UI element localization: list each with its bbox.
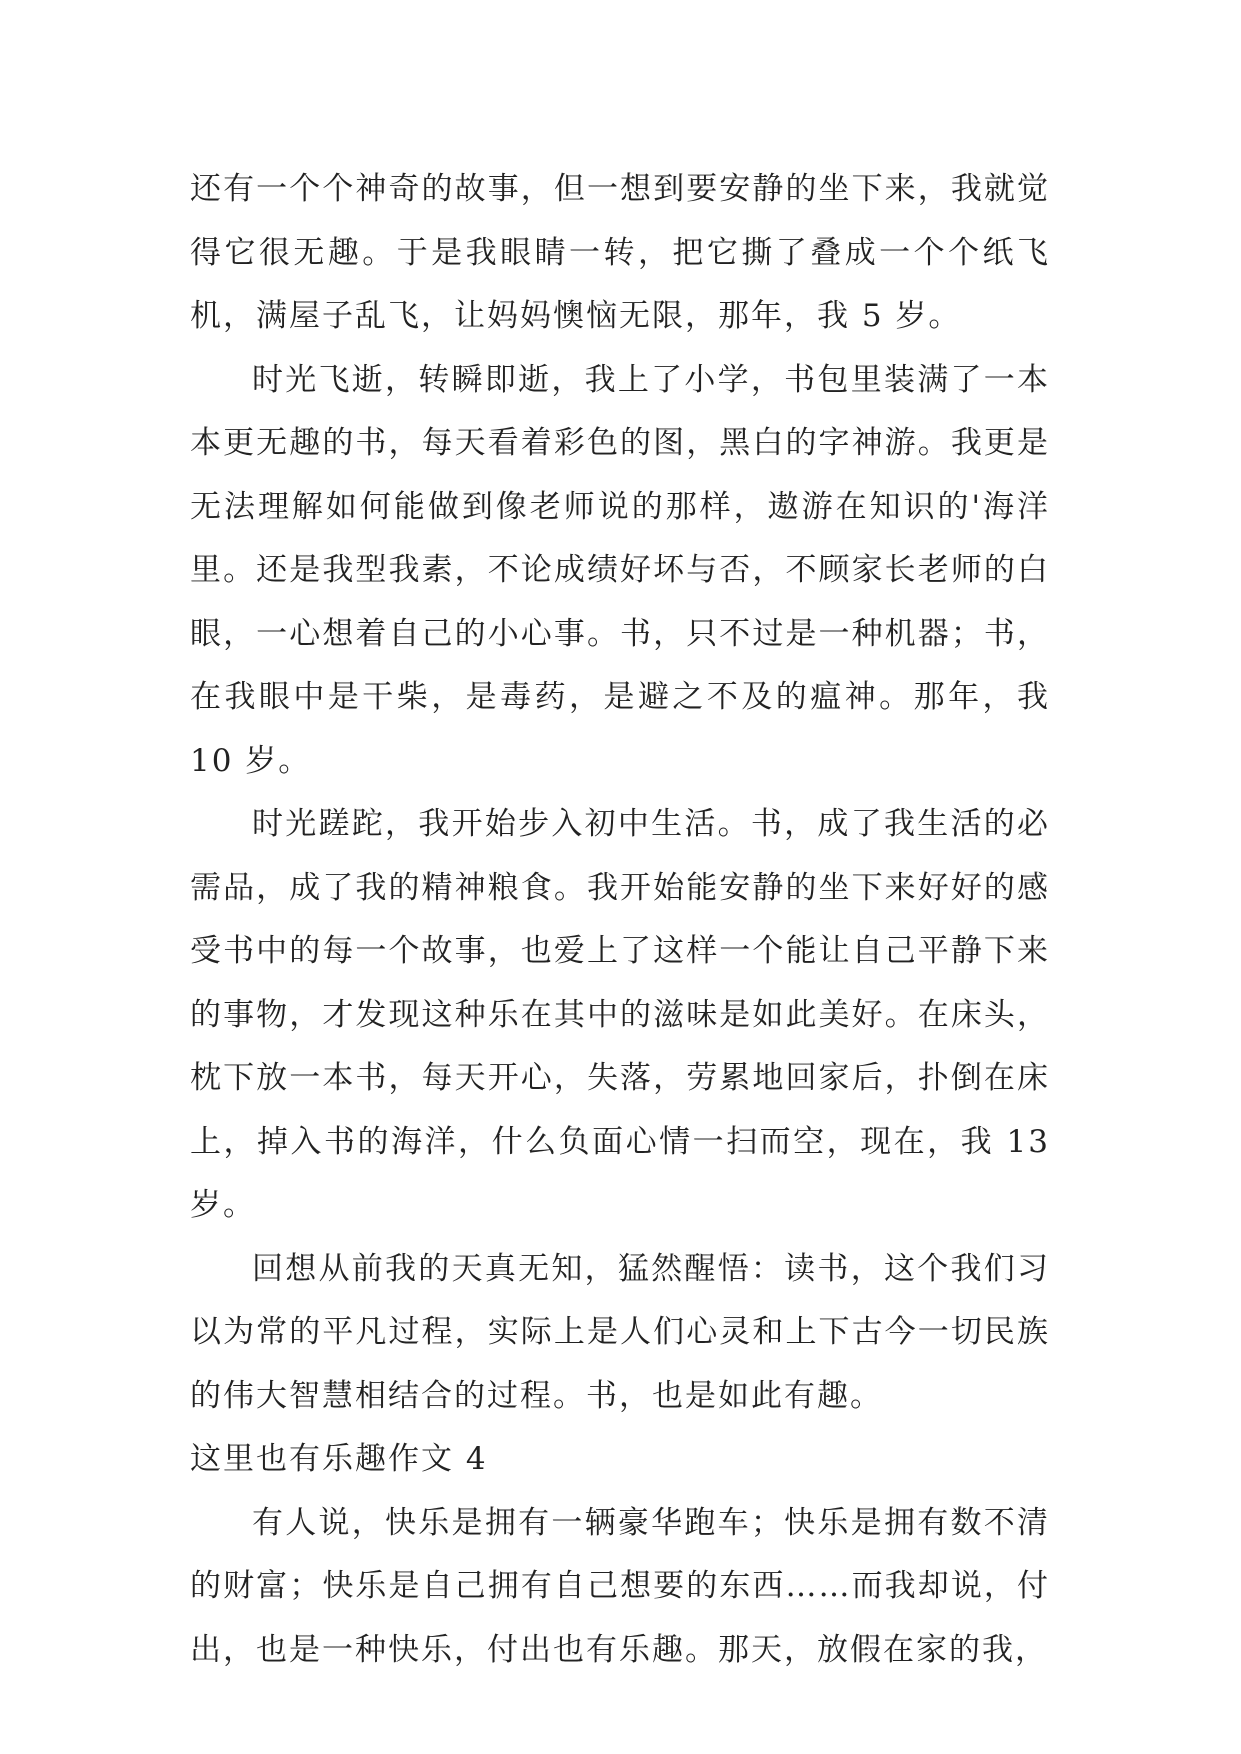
- section-heading: 这里也有乐趣作文 4: [190, 1441, 488, 1477]
- paragraph-4: 回想从前我的天真无知，猛然醒悟：读书，这个我们习以为常的平凡过程，实际上是人们心灵和上下古今一切民族的伟大智慧相结合的过程。书，也是如此有趣。: [190, 1250, 1050, 1414]
- paragraph-2: 时光飞逝，转瞬即逝，我上了小学，书包里装满了一本本更无趣的书，每天看着彩色的图，黑白的字神游。我更是无法理解如何能做到像老师说的那样，遨游在知识的'海洋里。还是我型我素，不论成绩好坏与否，不顾家长老师的白眼，一心想着自己的小心事。书，只不过是一种机器；书，在我眼中是干柴，是毒药，是避之不及的瘟神。那年，我 10 岁。: [190, 361, 1050, 779]
- paragraph-1: 还有一个个神奇的故事，但一想到要安静的坐下来，我就觉得它很无趣。于是我眼睛一转，把它撕了叠成一个个纸飞机，满屋子乱飞，让妈妈懊恼无限，那年，我 5 岁。: [190, 171, 1050, 334]
- paragraph-3: 时光蹉跎，我开始步入初中生活。书，成了我生活的必需品，成了我的精神粮食。我开始能安静的坐下来好好的感受书中的每一个故事，也爱上了这样一个能让自己平静下来的事物，才发现这种乐在其中的滋味是如此美好。在床头，枕下放一本书，每天开心，失落，劳累地回家后，扑倒在床上，掉入书的海洋，什么负面心情一扫而空，现在，我 13 岁。: [190, 806, 1050, 1223]
- document-body: [190, 158, 1050, 1682]
- paragraph-5: 有人说，快乐是拥有一辆豪华跑车；快乐是拥有数不清的财富；快乐是自己拥有自己想要的东西……而我却说，付出，也是一种快乐，付出也有乐趣。那天，放假在家的我，: [190, 1504, 1050, 1668]
